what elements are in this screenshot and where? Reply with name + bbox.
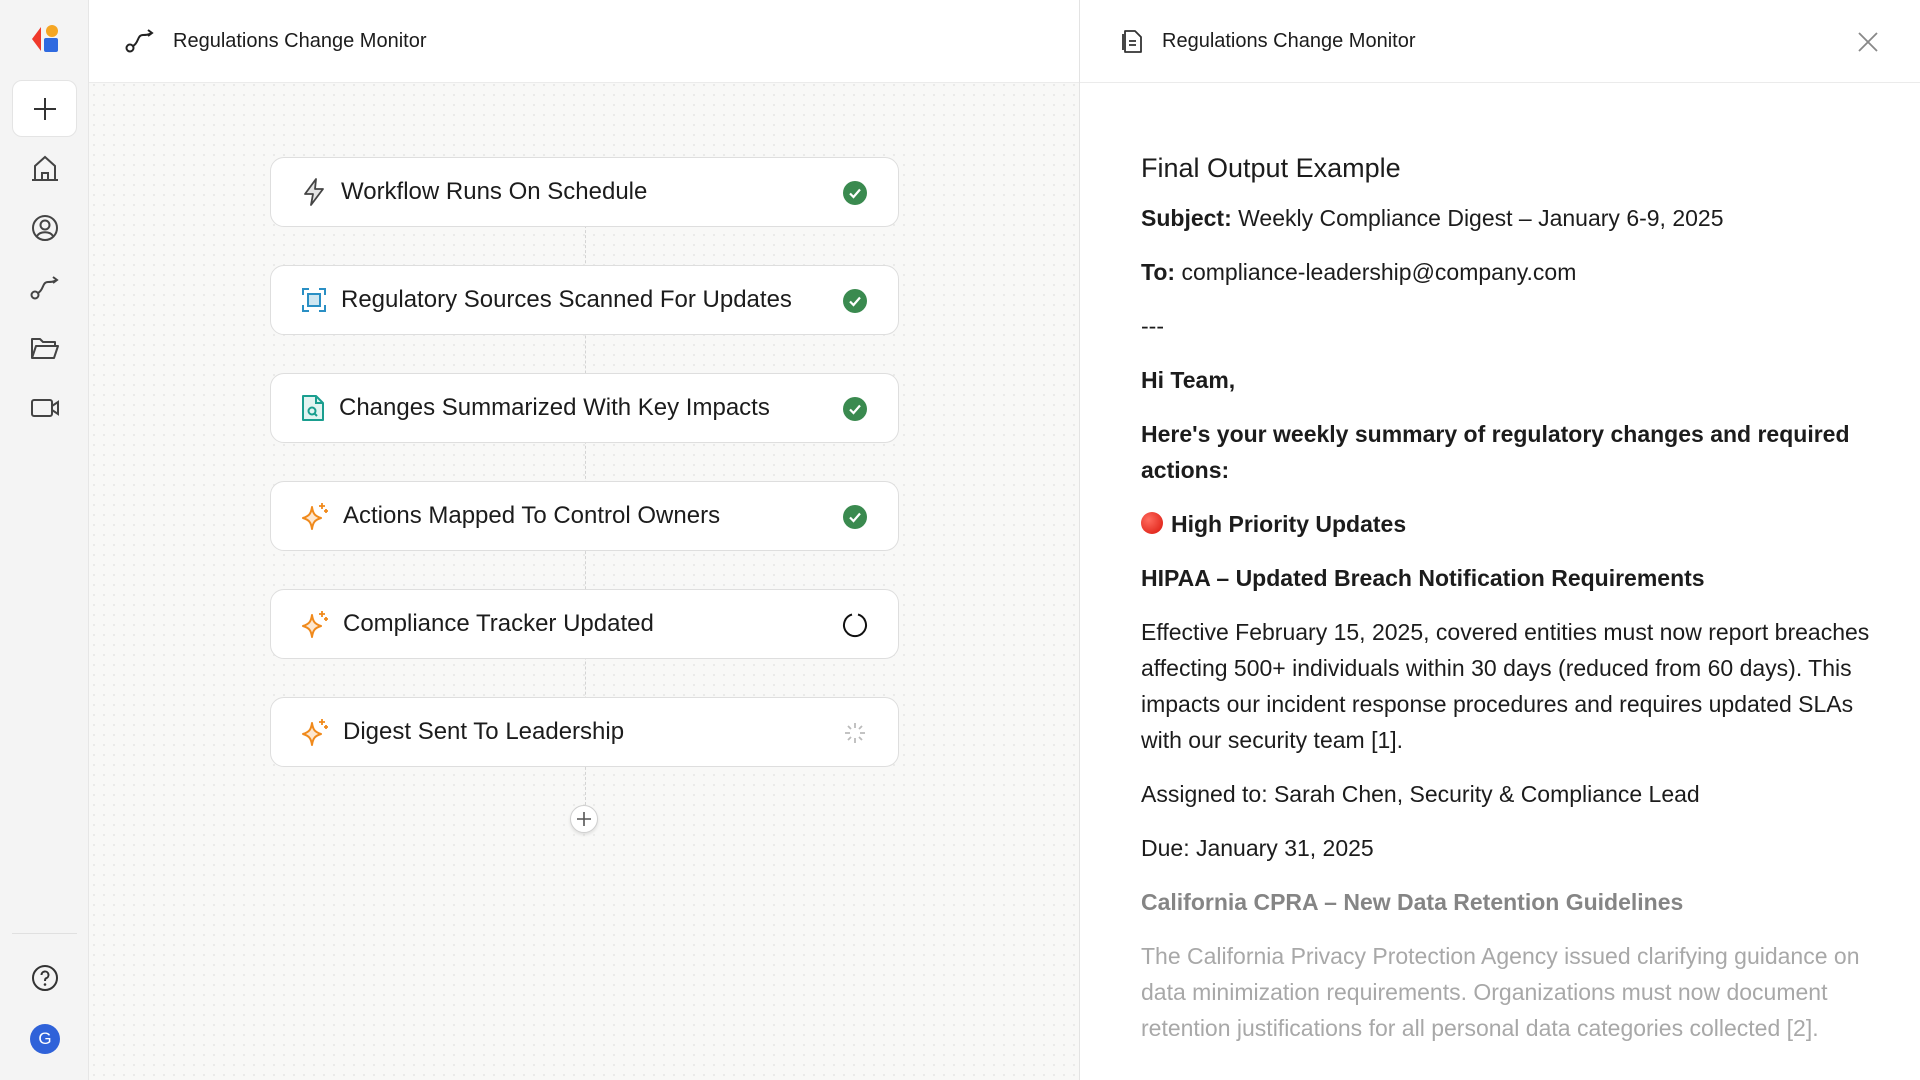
- check-circle-icon: [842, 396, 868, 422]
- check-circle-icon: [842, 288, 868, 314]
- workflow-canvas: [89, 0, 1079, 1080]
- sidebar: [0, 0, 89, 1080]
- item-body: Effective February 15, 2025, covered entities must now report breaches affecting 500+ individuals within 30 days (reduced from 60 days). This impacts our incident response procedures and requires updated SLAs with our security team [1].: [1141, 619, 1870, 753]
- subject-label: Subject:: [1141, 205, 1232, 231]
- sidebar-item-home[interactable]: [28, 151, 62, 185]
- step-card[interactable]: [270, 589, 899, 659]
- sidebar-item-profile[interactable]: [28, 211, 62, 245]
- intro: Here's your weekly summary of regulatory changes and required actions:: [1141, 421, 1850, 483]
- check-circle-icon: [842, 180, 868, 206]
- step-label: Digest Sent To Leadership: [343, 718, 625, 745]
- document-title: Final Output Example: [1141, 153, 1401, 183]
- step-card[interactable]: [270, 157, 899, 227]
- sidebar-item-workflows[interactable]: [28, 271, 62, 305]
- workflow-title: Regulations Change Monitor: [173, 29, 427, 52]
- route-icon: [30, 276, 60, 300]
- subject-value: Weekly Compliance Digest – January 6-9, 2025: [1238, 205, 1724, 231]
- home-icon: [30, 154, 60, 182]
- output-panel: [1079, 0, 1920, 1080]
- document-search-icon: [301, 394, 325, 422]
- help-icon: [31, 964, 59, 992]
- step-label: Changes Summarized With Key Impacts: [339, 394, 770, 421]
- user-circle-icon: [31, 214, 59, 242]
- output-header: [1080, 0, 1920, 83]
- subject-line: [1141, 200, 1871, 236]
- route-icon: [125, 29, 155, 53]
- sidebar-item-files[interactable]: [28, 331, 62, 365]
- step-card[interactable]: [270, 697, 899, 767]
- plus-icon: [576, 811, 592, 827]
- item-body: The California Privacy Protection Agency issued clarifying guidance on data minimization requirements. Organizations must now document retention justifications for all personal data categories collected [2].: [1141, 943, 1860, 1041]
- to-line: [1141, 254, 1871, 290]
- spinner-icon: [842, 720, 868, 746]
- sidebar-item-recordings[interactable]: [28, 391, 62, 425]
- avatar[interactable]: G: [30, 1024, 60, 1054]
- to-value: compliance-leadership@company.com: [1181, 259, 1577, 285]
- separator: ---: [1141, 313, 1164, 339]
- item-due: Due: January 31, 2025: [1141, 835, 1374, 861]
- help-button[interactable]: [28, 961, 62, 995]
- step-label: Regulatory Sources Scanned For Updates: [341, 286, 792, 313]
- item-title: California CPRA – New Data Retention Guidelines: [1141, 889, 1684, 915]
- document-icon: [1120, 28, 1144, 54]
- app-logo[interactable]: [30, 24, 62, 56]
- sparkle-icon: [301, 501, 329, 531]
- step-label: Compliance Tracker Updated: [343, 610, 654, 637]
- loading-ring-icon: [842, 612, 868, 638]
- step-label: Workflow Runs On Schedule: [341, 178, 648, 205]
- step-card[interactable]: [270, 265, 899, 335]
- red-circle-icon: [1141, 512, 1163, 534]
- item-title: HIPAA – Updated Breach Notification Requirements: [1141, 565, 1705, 591]
- greeting: Hi Team,: [1141, 367, 1236, 393]
- sparkle-icon: [301, 717, 329, 747]
- check-circle-icon: [842, 504, 868, 530]
- add-step-button[interactable]: [570, 805, 598, 833]
- output-document: [1141, 150, 1871, 1064]
- output-title: Regulations Change Monitor: [1162, 29, 1416, 52]
- step-label: Actions Mapped To Control Owners: [343, 502, 721, 529]
- close-icon[interactable]: [1856, 30, 1880, 54]
- item-assigned: Assigned to: Sarah Chen, Security & Compliance Lead: [1141, 781, 1700, 807]
- step-card[interactable]: [270, 373, 899, 443]
- workflow-header: [89, 0, 1079, 83]
- to-label: To:: [1141, 259, 1176, 285]
- priority-heading: High Priority Updates: [1141, 506, 1871, 542]
- sparkle-icon: [301, 609, 329, 639]
- plus-icon: [32, 96, 58, 122]
- step-card[interactable]: [270, 481, 899, 551]
- folder-icon: [30, 336, 60, 360]
- video-icon: [30, 397, 60, 419]
- new-button[interactable]: [12, 80, 77, 137]
- scan-icon: [301, 287, 327, 313]
- sidebar-divider: [12, 933, 77, 934]
- lightning-icon: [301, 177, 327, 207]
